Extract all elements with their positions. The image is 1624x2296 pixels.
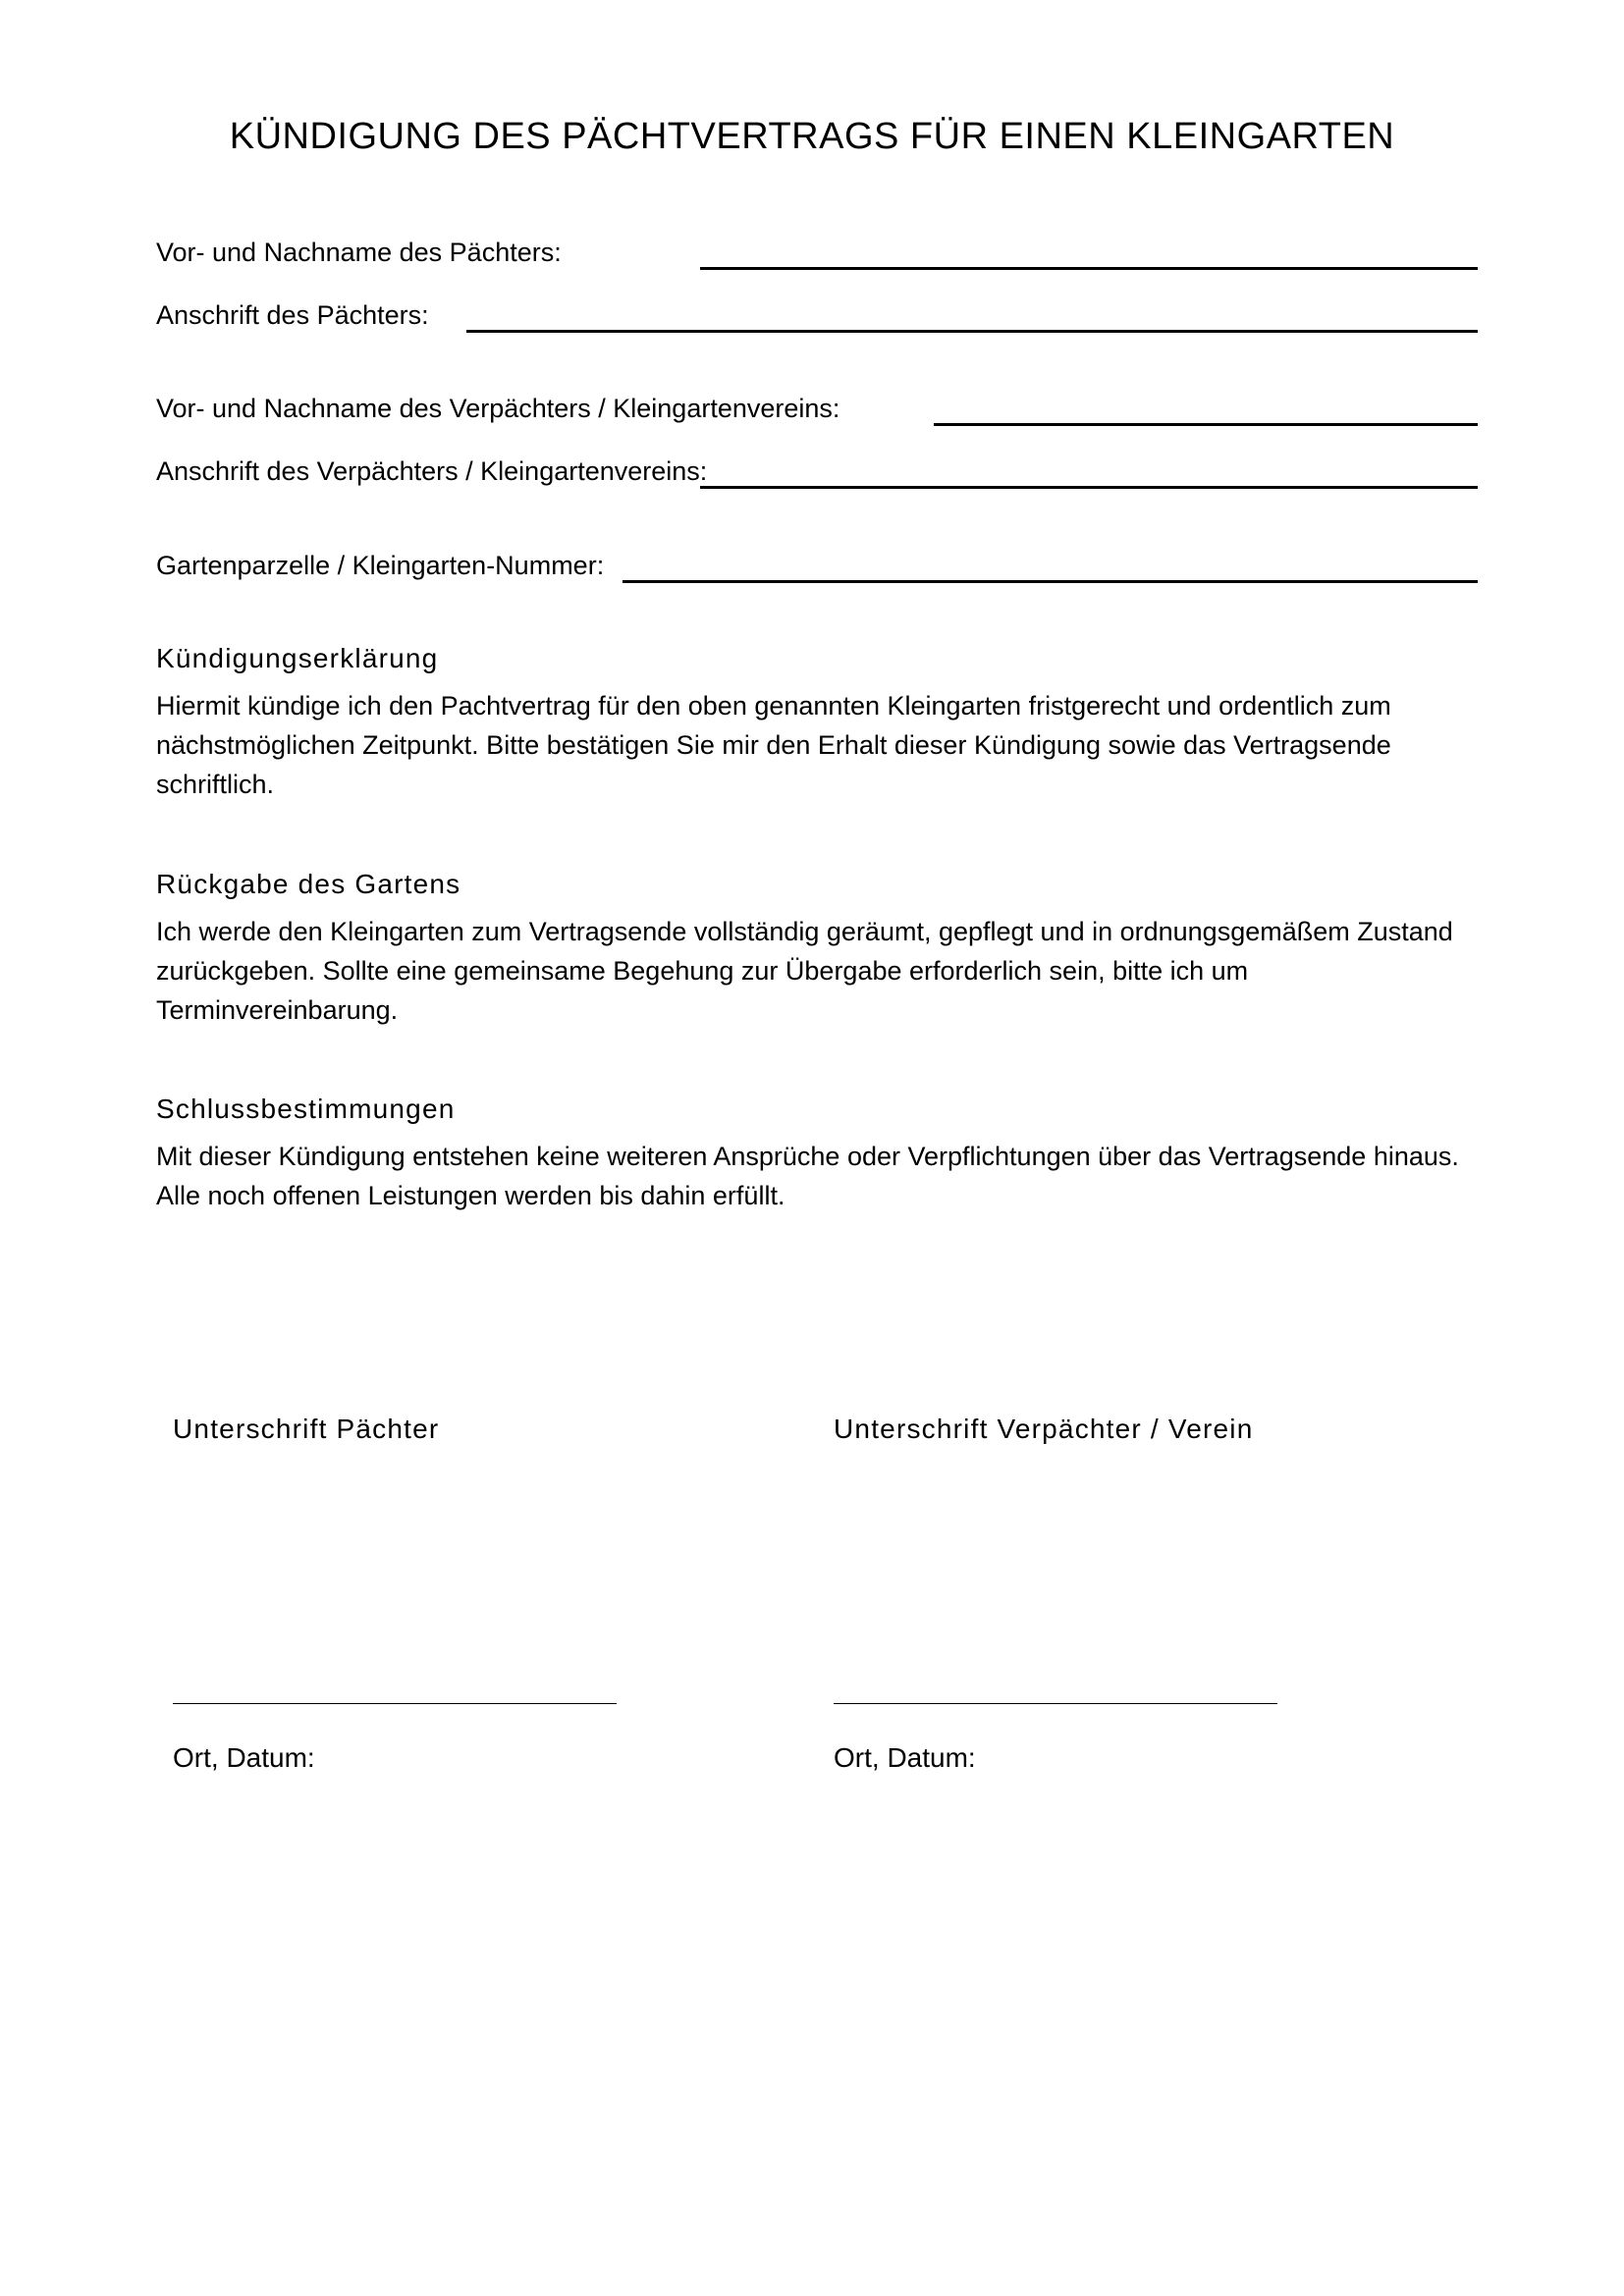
landlord-address-label: Anschrift des Verpächters / Kleingartenvereins: [156, 456, 708, 486]
tenant-address-field[interactable] [466, 330, 1478, 333]
tenant-signature-label: Unterschrift Pächter [173, 1414, 440, 1444]
landlord-signature-line[interactable] [834, 1703, 1277, 1704]
document-title: KÜNDIGUNG DES PÄCHTVERTRAGS FÜR EINEN KLEINGARTEN [229, 116, 1395, 157]
plot-number-field[interactable] [623, 580, 1478, 583]
landlord-name-field[interactable] [934, 423, 1478, 426]
section-heading-return: Rückgabe des Gartens [156, 869, 461, 899]
section-body-termination: Hiermit kündige ich den Pachtvertrag für den oben genannten Kleingarten fristgerecht und ordentlich zum nächstmöglichen Zeitpunkt. Bitte bestätigen Sie mir den Erhalt dieser Kündigung sowie das Vertragsende schriftlich. [156, 691, 1391, 799]
tenant-name-field[interactable] [700, 267, 1478, 270]
section-body-final-provisions: Mit dieser Kündigung entstehen keine weiteren Ansprüche oder Verpflichtungen über das Vertragsende hinaus. Alle noch offenen Leistungen werden bis dahin erfüllt. [156, 1142, 1459, 1210]
section-heading-termination: Kündigungserklärung [156, 643, 439, 673]
plot-number-label: Gartenparzelle / Kleingarten-Nummer: [156, 551, 605, 580]
tenant-name-label: Vor- und Nachname des Pächters: [156, 238, 562, 267]
section-body-return: Ich werde den Kleingarten zum Vertragsende vollständig geräumt, gepflegt und in ordnungsgemäßem Zustand zurückgeben. Sollte eine gemeinsame Begehung zur Übergabe erforderlich sein, bitte ich um Terminvereinbarung. [156, 917, 1453, 1025]
landlord-name-label: Vor- und Nachname des Verpächters / Kleingartenvereins: [156, 394, 840, 423]
tenant-address-label: Anschrift des Pächters: [156, 300, 429, 330]
landlord-address-field[interactable] [700, 486, 1478, 489]
tenant-signature-line[interactable] [173, 1703, 617, 1704]
tenant-place-date-label: Ort, Datum: [173, 1742, 315, 1773]
section-heading-final-provisions: Schlussbestimmungen [156, 1094, 456, 1124]
landlord-place-date-label: Ort, Datum: [834, 1742, 976, 1773]
landlord-signature-label: Unterschrift Verpächter / Verein [834, 1414, 1254, 1444]
